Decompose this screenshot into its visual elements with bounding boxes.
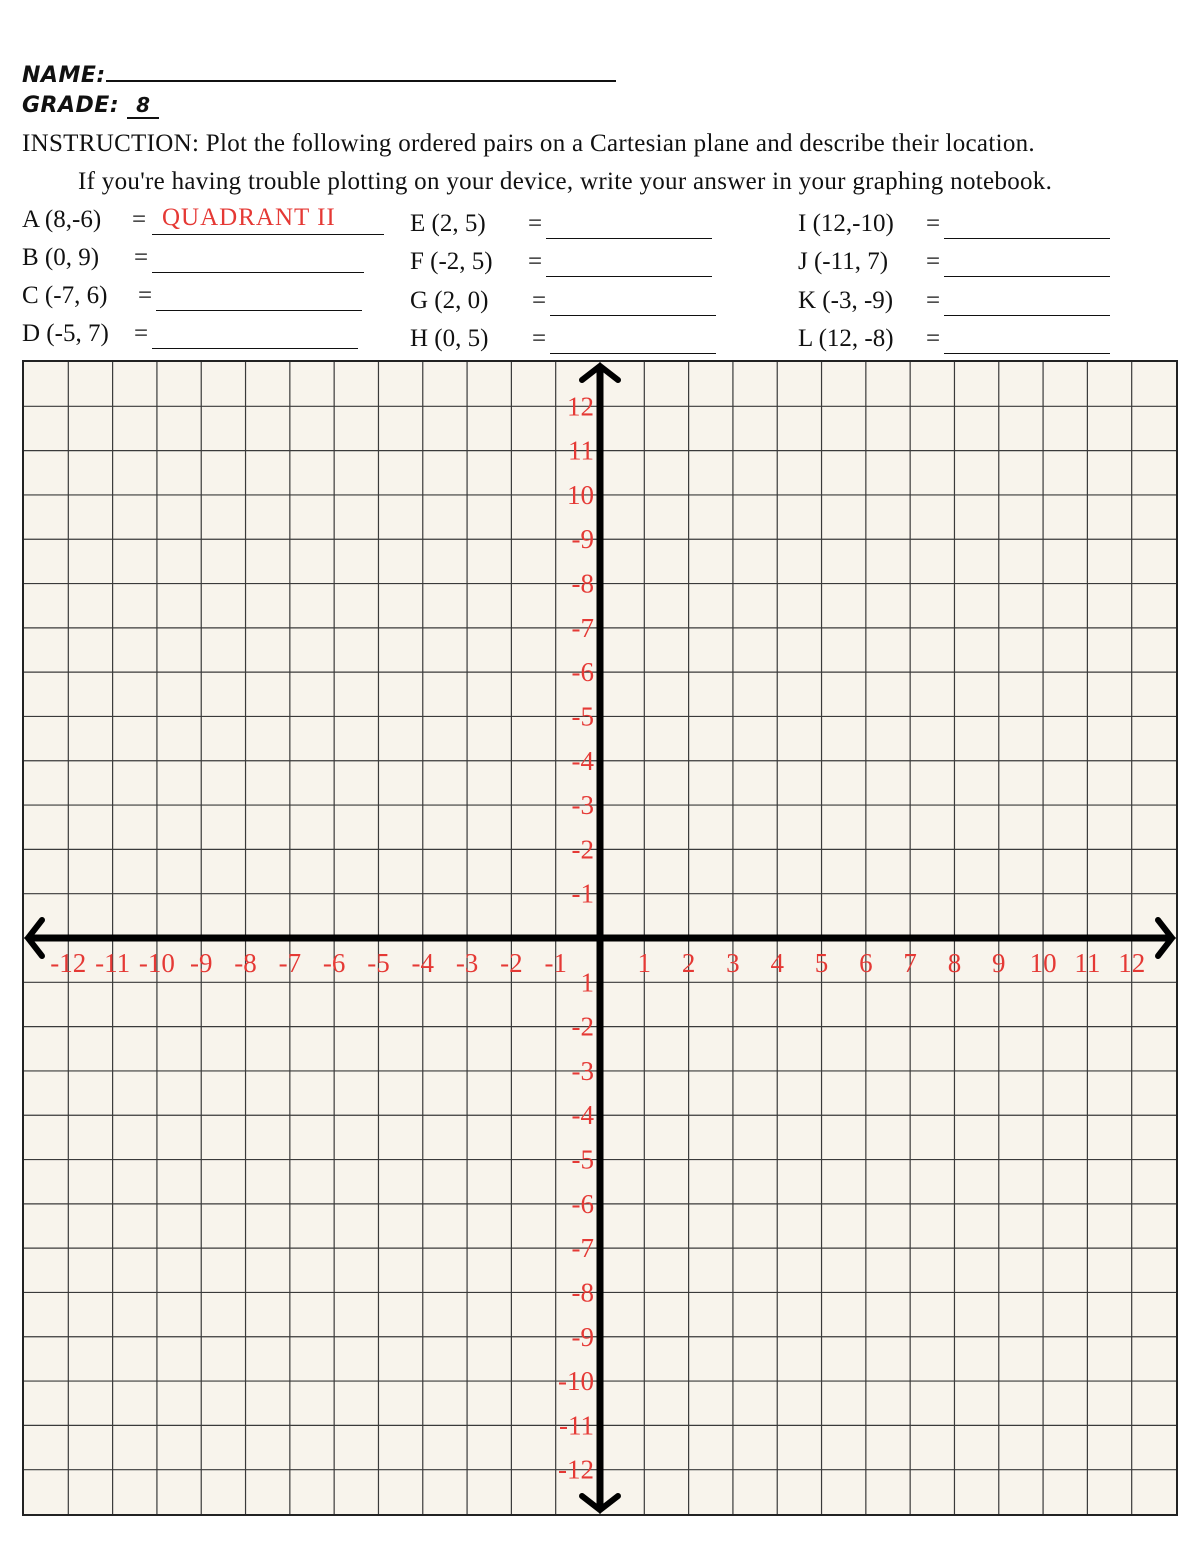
equals-sign: = <box>528 248 543 275</box>
equals-sign: = <box>926 248 941 275</box>
pair-k <box>798 287 1118 315</box>
equals-sign: = <box>138 282 153 309</box>
x-tick-label: 10 <box>1029 948 1057 978</box>
pair-e <box>410 210 730 238</box>
name-blank-line[interactable] <box>106 60 616 82</box>
y-tick-label: -3 <box>571 1055 594 1086</box>
pair-g <box>410 287 730 315</box>
y-tick-label: -6 <box>571 1188 594 1219</box>
cartesian-plane[interactable] <box>22 360 1178 1516</box>
y-tick-label: -1 <box>571 878 594 909</box>
x-tick-label: -10 <box>138 948 175 978</box>
pair-l <box>798 325 1118 353</box>
y-tick-label: -5 <box>571 1144 594 1175</box>
answer-blank[interactable] <box>156 310 362 311</box>
answer-blank[interactable] <box>944 238 1110 239</box>
x-tick-label: -8 <box>234 948 257 978</box>
instruction-line-1: INSTRUCTION: Plot the following ordered pairs on a Cartesian plane and describe their location. <box>22 130 1035 157</box>
pair-label: J (-11, 7) <box>798 248 889 275</box>
x-tick-label: 7 <box>903 948 917 978</box>
x-tick-label: 1 <box>637 948 652 978</box>
pair-d <box>22 320 392 348</box>
x-tick-label: -4 <box>411 948 435 978</box>
x-tick-label: -6 <box>322 948 346 978</box>
y-tick-label: -9 <box>571 1321 594 1352</box>
pair-label: F (-2, 5) <box>410 248 493 275</box>
y-tick-label: -5 <box>571 701 594 732</box>
x-tick-label: -1 <box>544 948 567 978</box>
y-tick-label: -8 <box>571 568 594 599</box>
x-tick-label: 6 <box>859 948 873 978</box>
y-tick-label: -12 <box>558 1454 594 1485</box>
equals-sign: = <box>926 325 941 352</box>
pair-label: B (0, 9) <box>22 244 100 271</box>
equals-sign: = <box>134 244 149 271</box>
axes <box>28 366 1172 1510</box>
y-tick-label: 12 <box>567 391 594 422</box>
pair-label: D (-5, 7) <box>22 320 109 347</box>
y-tick-label: -2 <box>571 834 594 865</box>
pair-label: L (12, -8) <box>798 325 894 352</box>
y-tick-label: -7 <box>571 1233 594 1264</box>
pair-b <box>22 244 392 272</box>
pair-label: K (-3, -9) <box>798 287 894 314</box>
answer-blank[interactable] <box>546 238 712 239</box>
y-tick-label: 1 <box>580 967 594 998</box>
pair-h <box>410 325 730 353</box>
pair-c <box>22 282 392 310</box>
pair-label: E (2, 5) <box>410 210 486 237</box>
equals-sign: = <box>132 206 147 233</box>
pair-a <box>22 206 392 234</box>
equals-sign: = <box>528 210 543 237</box>
y-tick-label: 10 <box>567 479 594 510</box>
equals-sign: = <box>532 287 547 314</box>
pair-label: H (0, 5) <box>410 325 489 352</box>
pair-label: G (2, 0) <box>410 287 489 314</box>
equals-sign: = <box>926 210 941 237</box>
x-tick-label: -12 <box>50 948 87 978</box>
x-tick-label: 12 <box>1118 948 1146 978</box>
answer-blank[interactable] <box>550 353 716 354</box>
x-tick-label: -3 <box>455 948 479 978</box>
x-tick-label: 4 <box>770 948 784 978</box>
pair-j <box>798 248 1118 276</box>
equals-sign: = <box>134 320 149 347</box>
x-tick-label: 11 <box>1074 948 1101 978</box>
y-tick-label: -4 <box>571 1100 594 1131</box>
pair-label: I (12,-10) <box>798 210 894 237</box>
answer-text: QUADRANT II <box>162 204 336 231</box>
answer-blank[interactable] <box>546 276 712 277</box>
name-field <box>22 60 616 88</box>
answer-blank[interactable] <box>550 315 716 316</box>
y-tick-label: -11 <box>559 1410 594 1441</box>
x-tick-label: 2 <box>681 948 696 978</box>
x-tick-label: -9 <box>189 948 213 978</box>
name-label: NAME: <box>22 63 106 88</box>
y-tick-label: -4 <box>571 745 594 776</box>
x-tick-label: 8 <box>947 948 962 978</box>
grade-field <box>22 93 159 119</box>
y-tick-label: -10 <box>558 1366 594 1397</box>
pair-f <box>410 248 730 276</box>
x-tick-label: 5 <box>814 948 829 978</box>
answer-blank[interactable] <box>944 276 1110 277</box>
x-tick-label: 3 <box>726 948 740 978</box>
y-tick-label: -8 <box>571 1277 594 1308</box>
answer-blank[interactable] <box>944 315 1110 316</box>
answer-blank[interactable] <box>944 353 1110 354</box>
equals-sign: = <box>532 325 547 352</box>
x-tick-label: -7 <box>278 948 302 978</box>
instruction-line-2: If you're having trouble plotting on your device, write your answer in your graphing notebook. <box>78 168 1053 195</box>
y-tick-label: -6 <box>571 657 594 688</box>
equals-sign: = <box>926 287 941 314</box>
grade-value[interactable]: 8 <box>127 93 159 119</box>
answer-blank[interactable] <box>152 272 364 273</box>
x-tick-label: -5 <box>367 948 390 978</box>
pair-i <box>798 210 1118 238</box>
y-tick-label: -3 <box>571 790 594 821</box>
y-tick-label: -7 <box>571 612 594 643</box>
y-tick-label: -9 <box>571 524 594 555</box>
pair-label: C (-7, 6) <box>22 282 108 309</box>
y-tick-label: 11 <box>568 435 594 466</box>
x-tick-label: 9 <box>992 948 1006 978</box>
pair-label: A (8,-6) <box>22 206 102 233</box>
answer-blank[interactable] <box>152 234 384 235</box>
y-tick-label: -2 <box>571 1011 594 1042</box>
cartesian-grid-svg[interactable] <box>24 362 1176 1514</box>
x-tick-label: -2 <box>500 948 523 978</box>
x-tick-label: -11 <box>95 948 131 978</box>
grade-label: GRADE: <box>22 93 120 118</box>
answer-blank[interactable] <box>152 348 358 349</box>
